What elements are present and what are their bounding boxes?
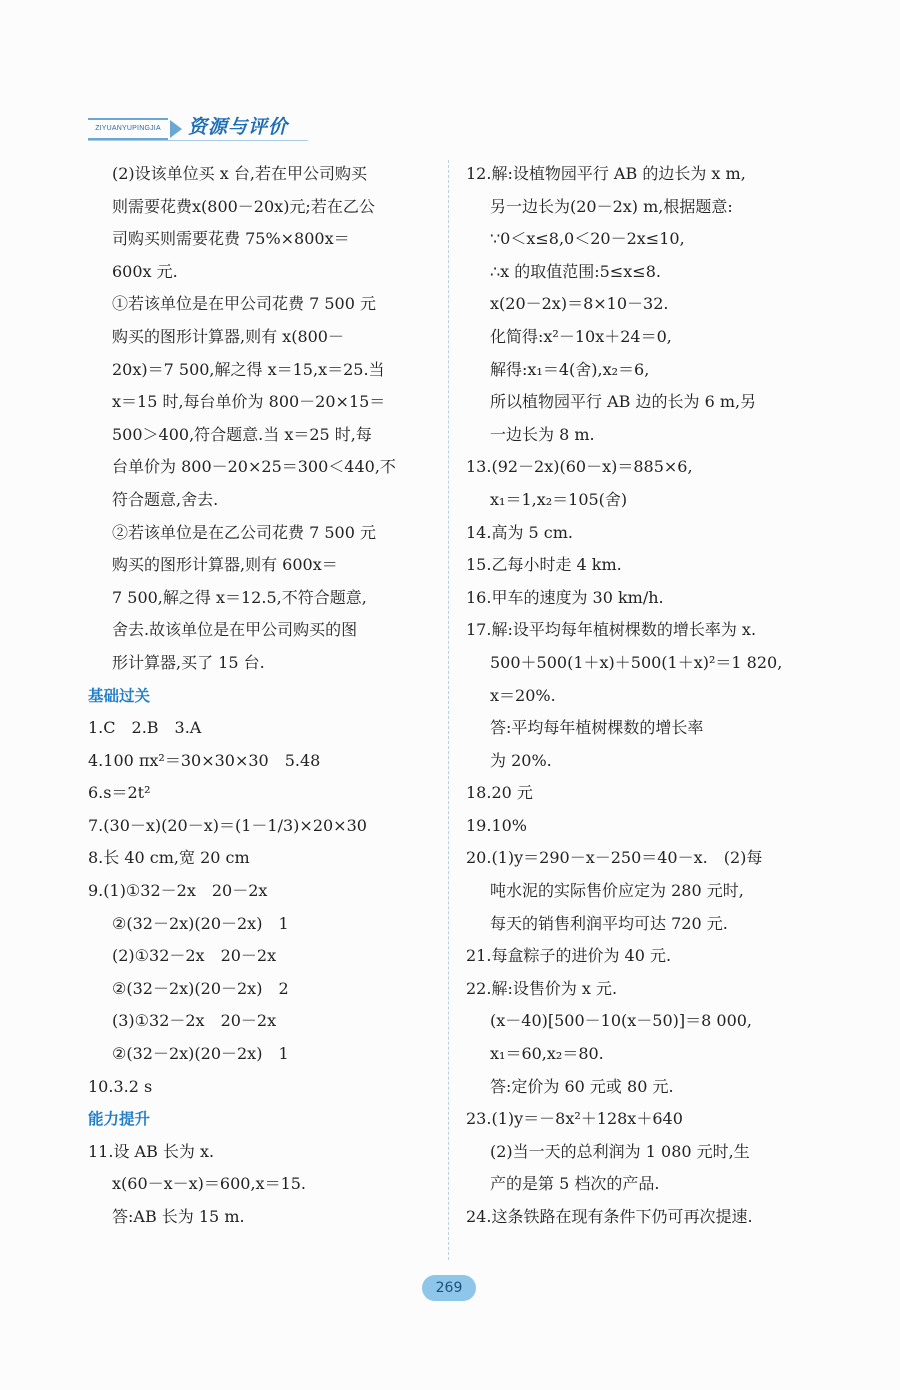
answer-line: 600x 元. (112, 261, 178, 281)
answer-line: 为 20%. (490, 750, 552, 770)
answer-line: 解得:x₁＝4(舍),x₂＝6, (490, 359, 650, 379)
answer-line: x＝15 时,每台单价为 800－20×15＝ (112, 392, 386, 412)
answer-line: 答:平均每年植树棵数的增长率 (490, 718, 704, 738)
answer-line: x₁＝1,x₂＝105(舍) (490, 489, 628, 509)
answer-line: 21.每盒粽子的进价为 40 元. (466, 946, 672, 966)
answer-line: 产的是第 5 档次的产品. (490, 1174, 660, 1194)
column-divider (448, 160, 450, 1260)
answer-line: 1.C 2.B 3.A (88, 718, 202, 738)
right-column (466, 158, 816, 1234)
answer-line: (3)①32－2x 20－2x (112, 1011, 277, 1031)
answer-line: 24.这条铁路在现有条件下仍可再次提速. (466, 1207, 753, 1226)
answer-line: 购买的图形计算器,则有 600x＝ (112, 555, 338, 575)
answer-line: 6.s＝2t² (88, 783, 151, 803)
answer-line: 20.(1)y＝290－x－250＝40－x. (2)每 (466, 848, 763, 868)
answer-line: 一边长为 8 m. (490, 424, 595, 444)
answer-line: 23.(1)y＝－8x²＋128x＋640 (466, 1109, 683, 1129)
answer-line: 13.(92－2x)(60－x)＝885×6, (466, 457, 693, 477)
answer-line: (2)当一天的总利润为 1 080 元时,生 (490, 1141, 750, 1161)
answer-line: 舍去.故该单位是在甲公司购买的图 (112, 620, 358, 640)
page-header (88, 108, 328, 142)
answer-line: 15.乙每小时走 4 km. (466, 555, 622, 575)
answer-line: 14.高为 5 cm. (466, 522, 574, 542)
answer-line: 9.(1)①32－2x 20－2x (88, 881, 268, 901)
header-arrow-icon (170, 120, 182, 138)
answer-line: 12.解:设植物园平行 AB 的边长为 x m, (466, 164, 746, 183)
answer-line: x(20－2x)＝8×10－32. (490, 294, 669, 314)
answer-line: 符合题意,舍去. (112, 489, 219, 509)
answer-line: 购买的图形计算器,则有 x(800－ (112, 326, 344, 346)
answer-line: 7 500,解之得 x＝12.5,不符合题意, (112, 587, 367, 607)
answer-line: 500＋500(1＋x)＋500(1＋x)²＝1 820, (490, 652, 783, 672)
answer-line: ∵0＜x≤8,0＜20－2x≤10, (490, 229, 685, 249)
answer-line: 22.解:设售价为 x 元. (466, 978, 618, 998)
answer-line: 16.甲车的速度为 30 km/h. (466, 587, 664, 607)
answer-line: ②(32－2x)(20－2x) 2 (112, 978, 289, 998)
answer-line: 答:AB 长为 15 m. (112, 1207, 245, 1226)
answer-line: (x－40)[500－10(x－50)]＝8 000, (490, 1011, 753, 1031)
answer-line: 台单价为 800－20×25＝300＜440,不 (112, 457, 396, 477)
answer-line: ②(32－2x)(20－2x) 1 (112, 913, 289, 933)
answer-line: 11.设 AB 长为 x. (88, 1141, 215, 1161)
answer-line: 吨水泥的实际售价应定为 280 元时, (490, 881, 744, 901)
answer-line: ②若该单位是在乙公司花费 7 500 元 (112, 522, 376, 542)
answer-line: 7.(30－x)(20－x)＝(1－1/3)×20×30 (88, 815, 367, 835)
answer-line: x₁＝60,x₂＝80. (490, 1044, 604, 1064)
left-column (88, 158, 438, 1234)
answer-line: 4.100 πx²＝30×30×30 5.48 (88, 750, 321, 770)
header-title: 资源与评价 (188, 116, 289, 138)
answer-line: 则需要花费x(800－20x)元;若在乙公 (112, 196, 375, 216)
answer-line: 17.解:设平均每年植树棵数的增长率为 x. (466, 620, 757, 640)
header-pinyin: ZIYUANYUPINGJIA (88, 118, 168, 140)
answer-line: (2)设该单位买 x 台,若在甲公司购买 (112, 164, 367, 183)
section-heading: 能力提升 (88, 1110, 151, 1129)
answer-line: 答:定价为 60 元或 80 元. (490, 1076, 674, 1096)
answer-line: x＝20%. (490, 685, 556, 705)
section-heading: 基础过关 (88, 686, 151, 705)
page-number: 269 (422, 1275, 476, 1301)
answer-line: 形计算器,买了 15 台. (112, 652, 265, 672)
answer-line: 化简得:x²－10x＋24＝0, (490, 326, 672, 346)
answer-line: (2)①32－2x 20－2x (112, 946, 277, 966)
answer-line: ②(32－2x)(20－2x) 1 (112, 1044, 289, 1064)
answer-line: 8.长 40 cm,宽 20 cm (88, 848, 250, 868)
answer-line: ∴x 的取值范围:5≤x≤8. (490, 261, 661, 281)
answer-line: 每天的销售利润平均可达 720 元. (490, 913, 728, 933)
header-rule (88, 140, 308, 141)
answer-line: 18.20 元 (466, 783, 533, 803)
answer-line: ①若该单位是在甲公司花费 7 500 元 (112, 294, 376, 314)
answer-line: 19.10% (466, 815, 528, 835)
answer-line: 另一边长为(20－2x) m,根据题意: (490, 196, 733, 216)
answer-line: 10.3.2 s (88, 1076, 153, 1096)
answer-line: 司购买则需要花费 75%×800x＝ (112, 229, 350, 249)
answer-line: 20x)＝7 500,解之得 x＝15,x＝25.当 (112, 359, 385, 379)
answer-line: 所以植物园平行 AB 边的长为 6 m,另 (490, 392, 757, 412)
answer-line: x(60－x－x)＝600,x＝15. (112, 1174, 307, 1194)
answer-line: 500＞400,符合题意.当 x＝25 时,每 (112, 424, 372, 444)
